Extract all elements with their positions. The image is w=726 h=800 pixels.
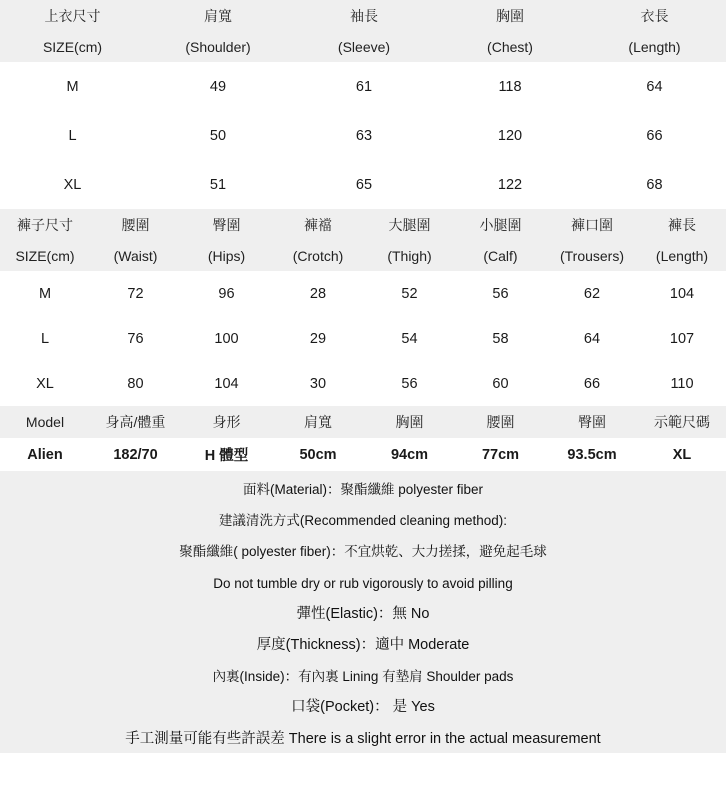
model-header-chest: 胸圍 bbox=[395, 414, 424, 430]
pants-cell: 96 bbox=[218, 285, 235, 302]
pants-cell: 64 bbox=[583, 330, 601, 347]
pants-cell: XL bbox=[36, 375, 54, 392]
pants-header-crotch-en: (Crotch) bbox=[292, 247, 344, 264]
pants-cell: 60 bbox=[492, 375, 509, 392]
pants-header-crotch: 褲襠 bbox=[304, 216, 332, 233]
info-elastic: 彈性(Elastic)：無 No bbox=[296, 605, 430, 622]
info-material: 面料(Material)：聚酯纖維 polyester fiber bbox=[242, 482, 484, 497]
model-header-name: Model bbox=[25, 414, 65, 430]
top-cell: 68 bbox=[646, 176, 663, 193]
pants-header-trousers: 褲口圍 bbox=[571, 216, 613, 233]
top-cell: 61 bbox=[355, 78, 373, 95]
model-value: 182/70 bbox=[113, 446, 158, 463]
table-row bbox=[0, 438, 726, 471]
top-header-chest: 胸圍 bbox=[496, 7, 524, 24]
pants-header-calf-en: (Calf) bbox=[483, 247, 518, 264]
top-cell: M bbox=[66, 78, 79, 95]
pants-cell: 66 bbox=[583, 375, 601, 392]
pants-cell: 58 bbox=[492, 330, 509, 347]
pants-cell: 80 bbox=[127, 375, 144, 392]
pants-cell: 72 bbox=[127, 285, 144, 302]
top-header-shoulder-en: (Shoulder) bbox=[185, 38, 251, 55]
table-row bbox=[0, 160, 726, 209]
pants-cell: 104 bbox=[214, 375, 239, 392]
pants-cell: 107 bbox=[669, 330, 695, 347]
model-header-waist: 腰圍 bbox=[486, 414, 515, 430]
info-thickness: 厚度(Thickness)：適中 Moderate bbox=[256, 636, 470, 653]
top-cell: 49 bbox=[209, 78, 227, 95]
top-header-shoulder: 肩寬 bbox=[204, 7, 232, 24]
pants-header-hips: 臀圍 bbox=[212, 216, 241, 233]
product-info-block bbox=[0, 471, 726, 753]
info-measurement-note: 手工測量可能有些許誤差 There is a slight error in the actual measurement bbox=[125, 730, 601, 747]
model-header-row bbox=[0, 406, 726, 438]
pants-cell: 54 bbox=[401, 330, 418, 347]
top-cell: 118 bbox=[498, 78, 522, 95]
table-row bbox=[0, 271, 726, 316]
model-value: XL bbox=[672, 446, 692, 463]
top-cell: 65 bbox=[355, 176, 373, 193]
top-cell: 64 bbox=[646, 78, 663, 95]
pants-cell: 28 bbox=[309, 285, 327, 302]
pants-header-length-en: (Length) bbox=[655, 247, 709, 264]
top-cell: 51 bbox=[209, 176, 227, 193]
model-value: Alien bbox=[27, 446, 63, 463]
model-value: H 體型 bbox=[204, 448, 249, 464]
model-value: 93.5cm bbox=[567, 446, 617, 463]
pants-header-thigh-en: (Thigh) bbox=[387, 247, 432, 264]
info-cleaning-en: Do not tumble dry or rub vigorously to avoid pilling bbox=[213, 575, 513, 591]
top-header-en-row bbox=[0, 31, 726, 62]
pants-header-waist: 腰圍 bbox=[121, 216, 150, 233]
model-value: 77cm bbox=[481, 446, 520, 463]
info-pocket: 口袋(Pocket)： 是 Yes bbox=[291, 699, 435, 716]
top-size-table bbox=[0, 0, 726, 209]
pants-cell: 104 bbox=[669, 285, 695, 302]
model-table bbox=[0, 406, 726, 471]
info-cleaning-title: 建議清洗方式(Recommended cleaning method): bbox=[218, 513, 508, 529]
table-row bbox=[0, 316, 726, 361]
table-row bbox=[0, 361, 726, 406]
pants-size-table bbox=[0, 209, 726, 406]
top-header-sleeve-en: (Sleeve) bbox=[337, 38, 391, 55]
model-header-shoulder: 肩寬 bbox=[304, 414, 332, 430]
pants-cell: M bbox=[38, 285, 52, 302]
model-value: 50cm bbox=[299, 446, 337, 463]
top-header-length: 衣長 bbox=[640, 7, 669, 24]
top-cell: 122 bbox=[497, 176, 523, 193]
top-cell: 120 bbox=[497, 127, 523, 144]
pants-cell: 56 bbox=[492, 285, 509, 302]
model-header-hips: 臀圍 bbox=[578, 414, 606, 430]
pants-cell: 30 bbox=[309, 375, 327, 392]
top-cell: L bbox=[68, 127, 77, 144]
pants-header-waist-en: (Waist) bbox=[113, 247, 158, 264]
model-header-body-shape: 身形 bbox=[212, 414, 241, 430]
pants-header-trousers-en: (Trousers) bbox=[559, 247, 625, 264]
pants-header-en-row bbox=[0, 240, 726, 271]
info-cleaning-zh: 聚酯纖維( polyester fiber)：不宜烘乾、大力搓揉，避免起毛球 bbox=[179, 544, 547, 560]
top-header-size-en: SIZE(cm) bbox=[42, 38, 103, 55]
pants-header-zh-row bbox=[0, 209, 726, 240]
table-row bbox=[0, 62, 726, 111]
info-inside: 內裏(Inside)：有內裏 Lining 有墊肩 Shoulder pads bbox=[212, 669, 514, 685]
model-header-size: 示範尺碼 bbox=[654, 414, 710, 430]
top-cell: 66 bbox=[646, 127, 663, 144]
pants-cell: 76 bbox=[127, 330, 144, 347]
top-header-zh-row bbox=[0, 0, 726, 31]
pants-header-hips-en: (Hips) bbox=[207, 247, 246, 264]
top-cell: 50 bbox=[209, 127, 227, 144]
top-header-length-en: (Length) bbox=[628, 38, 681, 55]
pants-cell: 62 bbox=[583, 285, 601, 302]
top-header-chest-en: (Chest) bbox=[487, 38, 533, 55]
pants-cell: 56 bbox=[401, 375, 418, 392]
pants-cell: 100 bbox=[214, 330, 239, 347]
top-cell: 63 bbox=[355, 127, 373, 144]
model-value: 94cm bbox=[390, 446, 429, 463]
pants-header-size-en: SIZE(cm) bbox=[15, 247, 75, 264]
top-header-size: 上衣尺寸 bbox=[44, 7, 101, 24]
pants-cell: 52 bbox=[401, 285, 418, 302]
table-row bbox=[0, 111, 726, 160]
top-header-sleeve: 袖長 bbox=[350, 7, 378, 24]
pants-cell: 110 bbox=[670, 375, 694, 392]
pants-header-size: 褲子尺寸 bbox=[17, 216, 73, 233]
pants-header-length: 褲長 bbox=[668, 216, 696, 233]
pants-header-calf: 小腿圍 bbox=[479, 216, 522, 233]
top-cell: XL bbox=[63, 176, 82, 193]
model-header-height-weight: 身高/體重 bbox=[105, 414, 166, 430]
pants-header-thigh: 大腿圍 bbox=[388, 216, 431, 233]
pants-cell: L bbox=[40, 330, 50, 347]
pants-cell: 29 bbox=[309, 330, 327, 347]
